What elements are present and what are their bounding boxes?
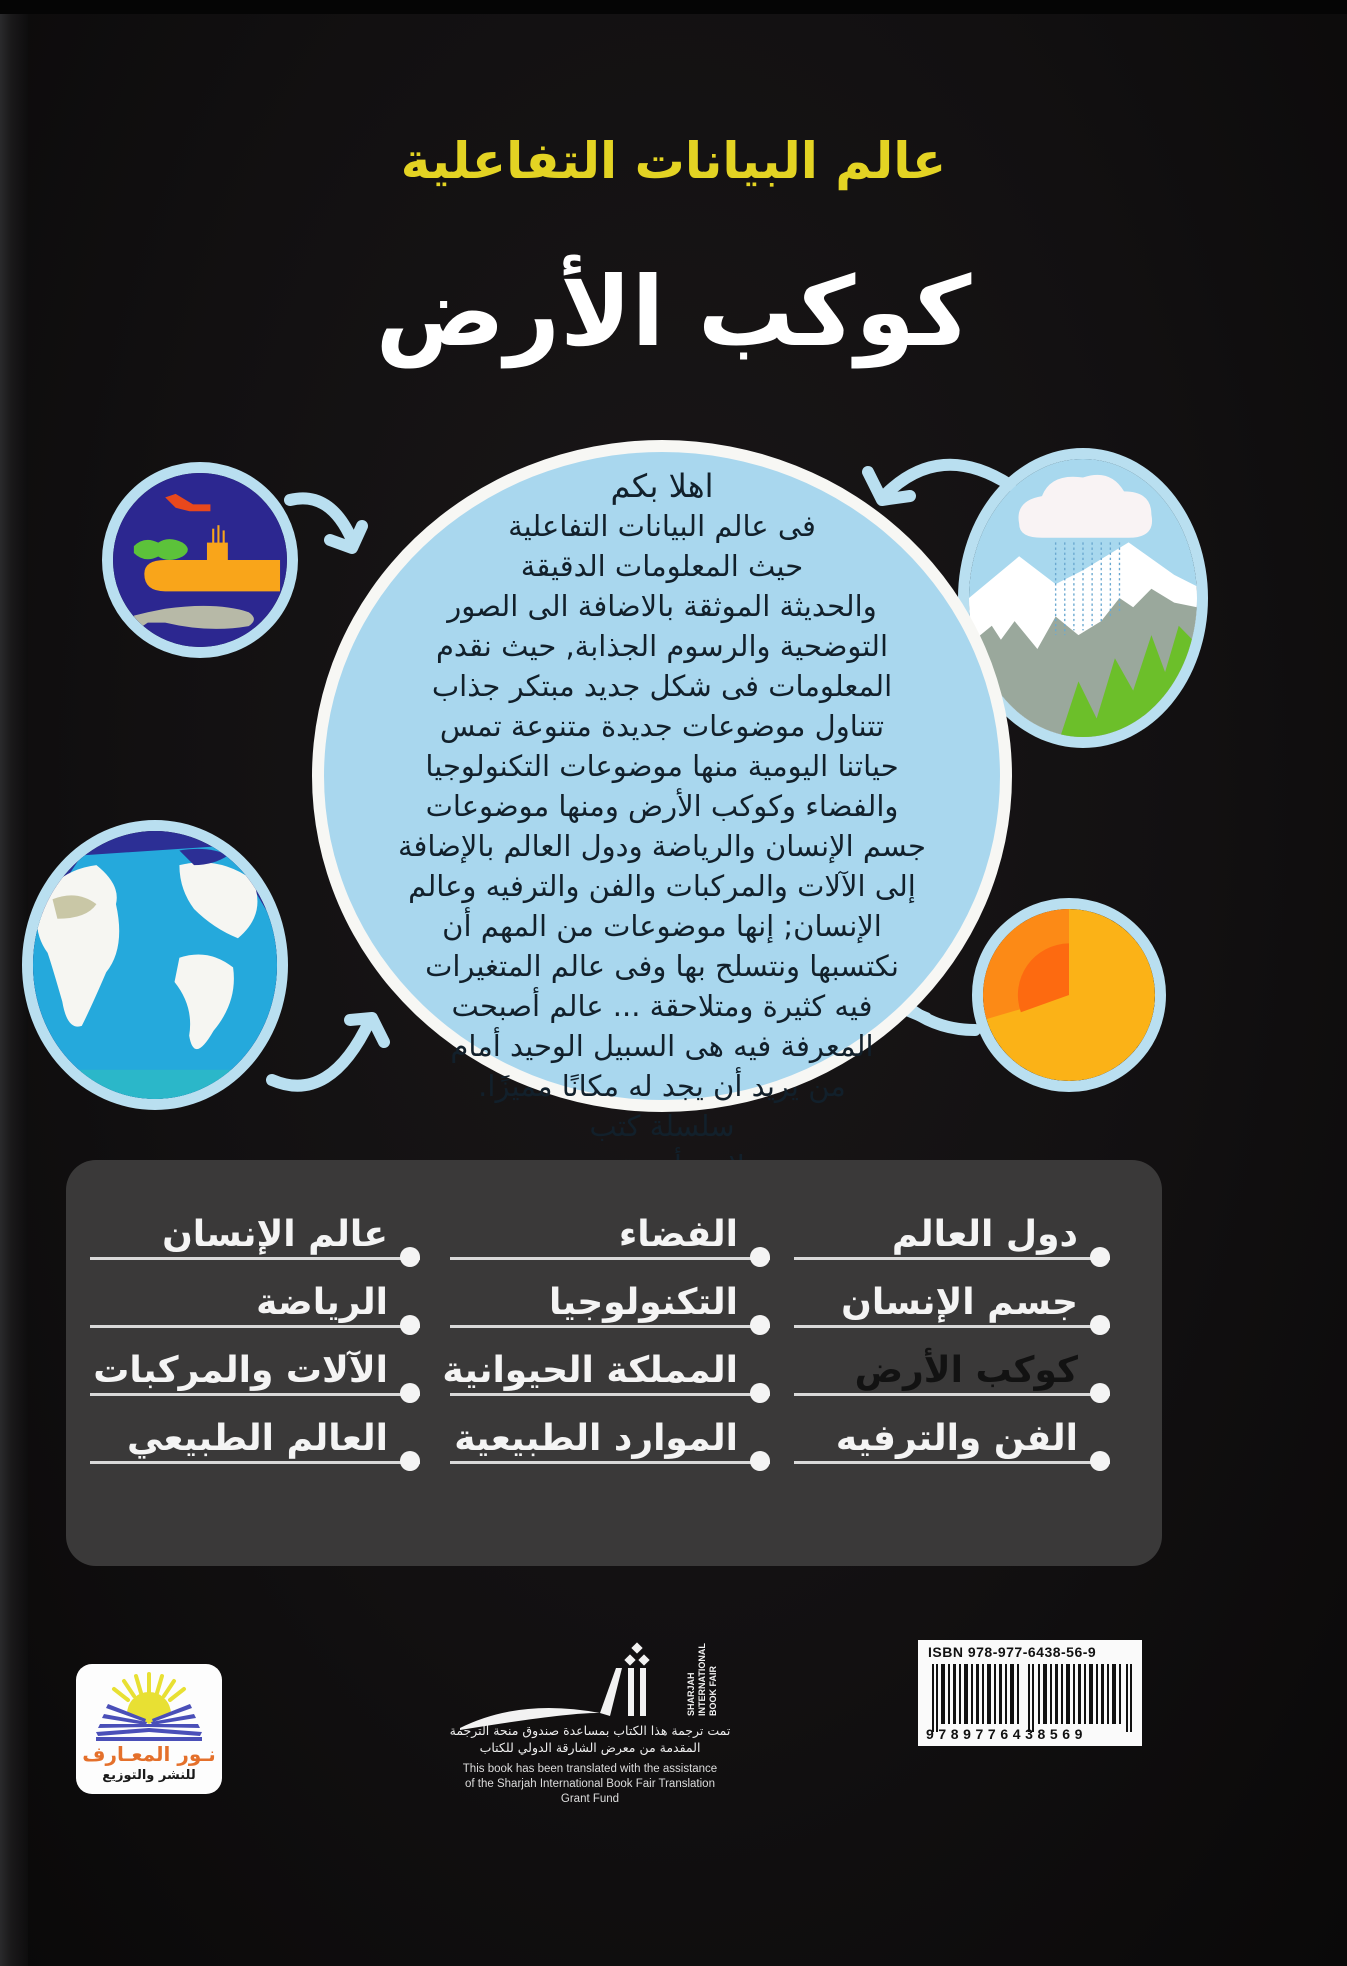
intro-line: حياتنا اليومية منها موضوعات التكنولوجيا: [425, 749, 899, 783]
series-item-technology: التكنولوجيا: [450, 1268, 770, 1328]
bullet-icon: [1090, 1247, 1110, 1267]
series-item-machines-vehicles: الآلات والمركبات: [90, 1336, 420, 1396]
intro-line: حيث المعلومات الدقيقة: [520, 549, 804, 583]
intro-line: الإنسان; إنها موضوعات من المهم أن: [442, 909, 882, 943]
bullet-icon: [750, 1451, 770, 1471]
bullet-icon: [1090, 1451, 1110, 1471]
bullet-icon: [750, 1315, 770, 1335]
bullet-icon: [750, 1383, 770, 1403]
series-item-animal-kingdom: المملكة الحيوانية: [450, 1336, 770, 1396]
credit-en-line: of the Sharjah International Book Fair Translation: [465, 1778, 715, 1790]
barcode-icon: [932, 1664, 1132, 1732]
svg-text:BOOK FAIR: BOOK FAIR: [708, 1665, 718, 1716]
bullet-icon: [400, 1383, 420, 1403]
intro-line: من يريد أن يجد له مكانًا مميزًا.: [478, 1069, 846, 1103]
top-edge: [0, 0, 1347, 14]
ocean-life-icon: [102, 462, 298, 658]
intro-line: المعلومات فى شكل جديد مبتكر جذاب: [431, 669, 893, 703]
intro-line: نكتسبها ونتسلح بها وفى عالم المتغيرات: [425, 949, 899, 983]
sharjah-credit-english: [420, 1762, 760, 1807]
bullet-icon: [400, 1451, 420, 1471]
series-item-world-countries: دول العالم: [794, 1200, 1110, 1260]
publisher-name: نـور المعـارف: [82, 1742, 216, 1766]
series-item-space: الفضاء: [450, 1200, 770, 1260]
credit-en-line: This book has been translated with the assistance: [462, 1763, 718, 1775]
intro-line: المعرفة فيه هى السبيل الوحيد أمام: [450, 1029, 874, 1063]
globe-icon: [22, 820, 288, 1110]
series-item-natural-world: العالم الطبيعي: [90, 1404, 420, 1464]
intro-line: التوضحية والرسوم الجذابة, حيث نقدم: [435, 629, 889, 663]
bullet-icon: [400, 1247, 420, 1267]
isbn-barcode: [918, 1640, 1142, 1746]
publisher-logo: [76, 1664, 222, 1794]
intro-text: [330, 466, 994, 1186]
series-item-planet-earth: كوكب الأرض: [794, 1336, 1110, 1396]
sharjah-logo-wordmark: [680, 1620, 724, 1720]
series-item-human-world: عالم الإنسان: [90, 1200, 420, 1260]
pie-chart-icon: [972, 898, 1166, 1092]
intro-line: فيه كثيرة ومتلاحقة ... عالم أصبحت: [451, 989, 873, 1023]
publisher-tagline: للنشر والتوزيع: [102, 1768, 196, 1783]
series-item-natural-resources: الموارد الطبيعية: [450, 1404, 770, 1464]
series-item-art-entertainment: الفن والترفيه: [794, 1404, 1110, 1464]
bullet-icon: [1090, 1315, 1110, 1335]
credit-en-line: Grant Fund: [560, 1793, 620, 1805]
intro-heading: اهلا بكم: [610, 467, 714, 505]
bullet-icon: [1090, 1383, 1110, 1403]
intro-line: والفضاء وكوكب الأرض ومنها موضوعات: [425, 789, 899, 823]
open-book-sunrise-icon: [92, 1670, 206, 1742]
series-title: عالم البيانات التفاعلية: [400, 132, 947, 190]
series-item-sports: الرياضة: [90, 1268, 420, 1328]
intro-line: فى عالم البيانات التفاعلية: [508, 509, 816, 543]
bullet-icon: [750, 1247, 770, 1267]
svg-text:INTERNATIONAL: INTERNATIONAL: [697, 1643, 707, 1716]
bullet-icon: [400, 1315, 420, 1335]
intro-line: إلى الآلات والمركبات والفن والترفيه وعالم: [408, 869, 916, 903]
credit-ar-line: المقدمة من معرض الشارقة الدولي للكتاب: [479, 1740, 701, 1755]
intro-line: سلسلة كتب: [589, 1109, 735, 1143]
isbn-label: ISBN 978-977-6438-56-9: [928, 1644, 1097, 1660]
intro-line: والحديثة الموثقة بالاضافة الى الصور: [447, 589, 877, 623]
intro-line: جسم الإنسان والرياضة ودول العالم بالإضافة: [397, 829, 926, 863]
series-item-human-body: جسم الإنسان: [794, 1268, 1110, 1328]
svg-text:SHARJAH: SHARJAH: [686, 1672, 696, 1716]
credit-ar-line: تمت ترجمة هذا الكتاب بمساعدة صندوق منحة الترجمة: [449, 1723, 731, 1738]
sharjah-credit-arabic: [420, 1722, 760, 1756]
book-title: كوكب الأرض: [375, 256, 972, 368]
intro-line: تتناول موضوعات جديدة متنوعة تمس: [439, 709, 885, 743]
barcode-digits: 9789776438569: [926, 1726, 1088, 1742]
